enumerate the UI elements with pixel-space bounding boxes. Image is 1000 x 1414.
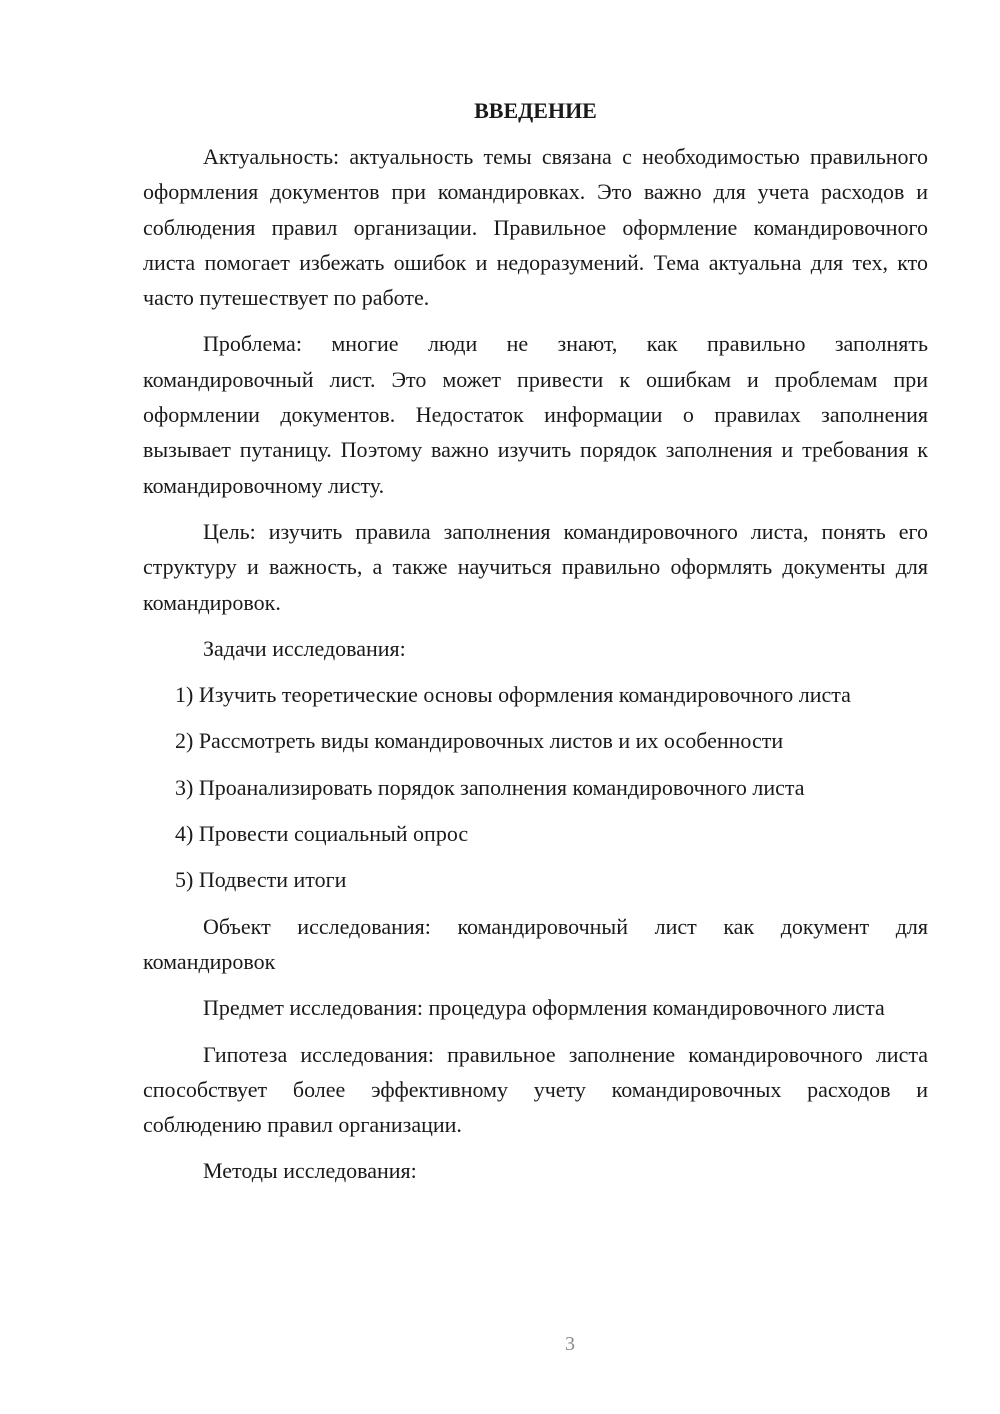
task-item: 3) Проанализировать порядок заполнения командировочного листа — [175, 774, 805, 800]
relevance-paragraph: Актуальность: актуальность темы связана с необходимостью правильного оформления документов при командировках. Это важно для учета расходов и соблюдения правил организации. Правильное оформление командировочного листа помогает избежать ошибок и недоразумений. Тема актуальна для тех, кто часто путешествует по работе. — [143, 144, 928, 311]
task-item: 2) Рассмотреть виды командировочных листов и их особенности — [175, 728, 784, 754]
page-number: 3 — [565, 1333, 575, 1355]
hypothesis-paragraph: Гипотеза исследования: правильное заполнение командировочного листа способствует более эффективному учету командировочных расходов и соблюдению правил организации. — [143, 1041, 928, 1138]
document-body — [143, 95, 928, 1200]
tasks-heading: Задачи исследования: — [203, 635, 406, 661]
object-paragraph: Объект исследования: командировочный лист как документ для командировок — [143, 913, 928, 974]
goal-paragraph: Цель: изучить правила заполнения командировочного листа, понять его структуру и важность, а также научиться правильно оформлять документы для командировок. — [143, 518, 928, 615]
methods-heading: Методы исследования: — [203, 1158, 417, 1184]
page-title: ВВЕДЕНИЕ — [474, 98, 597, 123]
problem-paragraph: Проблема: многие люди не знают, как правильно заполнять командировочный лист. Это может привести к ошибкам и проблемам при оформлении документов. Недостаток информации о правилах заполнения вызывает путаницу. Поэтому важно изучить порядок заполнения и требования к командировочному листу. — [143, 331, 928, 498]
task-item: 1) Изучить теоретические основы оформления командировочного листа — [175, 682, 851, 708]
task-item: 5) Подвести итоги — [175, 867, 347, 893]
task-item: 4) Провести социальный опрос — [175, 821, 469, 847]
subject-paragraph: Предмет исследования: процедура оформления командировочного листа — [203, 995, 885, 1021]
